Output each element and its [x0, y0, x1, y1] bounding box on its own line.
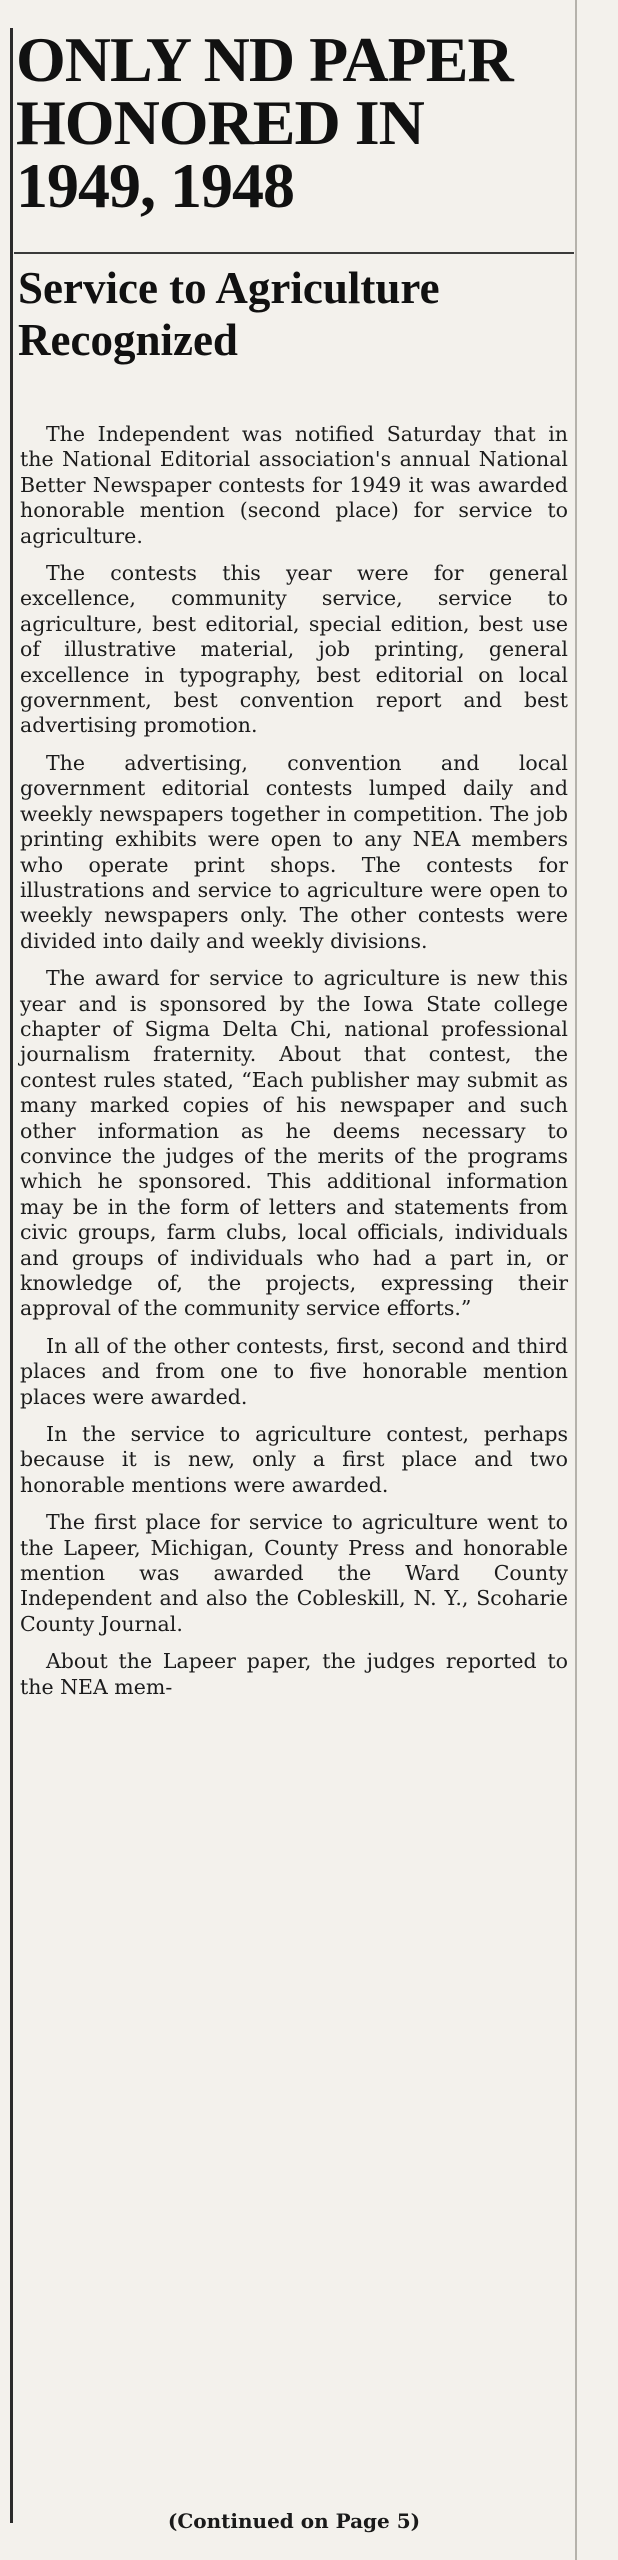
column-rule-right	[575, 0, 577, 2560]
headline: ONLY ND PAPER HONORED IN 1949, 1948	[16, 24, 513, 221]
paragraph: In all of the other contests, first, second and third places and from one to five honorable mention places were awarded.	[20, 1333, 568, 1409]
paragraph: In the service to agriculture contest, perhaps because it is new, only a first place and two honorable mentions were awarded.	[20, 1422, 568, 1497]
continued-note: (Continued on Page 5)	[167, 2509, 421, 2533]
headline-divider	[14, 252, 574, 254]
paragraph: The contests this year were for general excellence, community service, service to agriculture, best editorial, special edition, best use of illustrative material, job printing, general excellence in typography, best editorial on local government, best convention report and best advertising promotion.	[20, 561, 568, 738]
paragraph: The advertising, convention and local government editorial contests lumped daily and weekly newspapers together in competition. The job printing exhibits were open to any NEA members who operate print shops. The contests for illustrations and service to agriculture were open to weekly newspapers only. The other contests were divided into daily and weekly divisions.	[20, 750, 568, 953]
paragraph: The Independent was notified Saturday that in the National Editorial association's annual National Better Newspaper contests for 1949 it was awarded honorable mention (second place) for service to agriculture.	[20, 422, 568, 548]
column-rule-left	[10, 28, 13, 2523]
article-body	[20, 422, 568, 1712]
paragraph: The first place for service to agriculture went to the Lapeer, Michigan, County Press and honorable mention was awarded the Ward County Independent and also the Cobleskill, N. Y., Scoharie County Journal.	[20, 1510, 568, 1636]
subheadline: Service to Agriculture Recognized	[18, 263, 440, 365]
paragraph: About the Lapeer paper, the judges reported to the NEA mem-	[20, 1649, 568, 1699]
paragraph: The award for service to agriculture is new this year and is sponsored by the Iowa State college chapter of Sigma Delta Chi, national professional journalism fraternity. About that contest, the contest rules stated, “Each publisher may submit as many marked copies of his newspaper and such other information as he deems necessary to convince the judges of the merits of the programs which he sponsored. This additional information may be in the form of letters and statements from civic groups, farm clubs, local officials, individuals and groups of individuals who had a part in, or knowledge of, the projects, expressing their approval of the community service efforts.”	[20, 966, 568, 1321]
